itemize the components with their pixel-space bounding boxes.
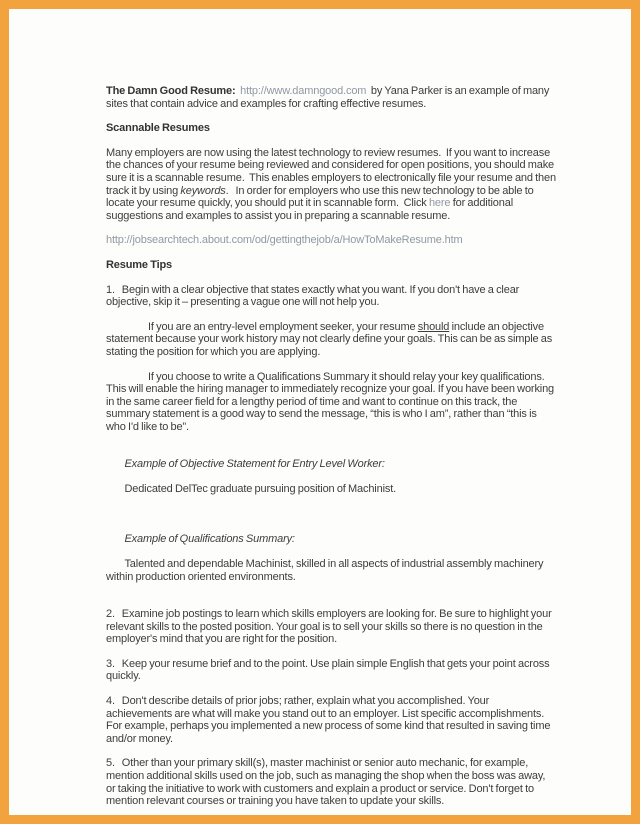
tip-5: 5. Other than your primary skill(s), master machinist or senior auto mechanic, for example, mention additional skills used on the job, such as managing the shop when the boss was away, or taking the initiative to work with customers and explain a product or service. Don't forget to mention relevant courses or training you have taken to update your skills. — [106, 757, 548, 808]
scannable-text-2: . In order for employers who use this new technology to be able to locate your resume quickly, you should put it in scannable form. Click — [106, 184, 536, 210]
intro-title-bold: The Damn Good Resume: — [106, 85, 236, 97]
example-objective-label: Example of Objective Statement for Entry Level Worker: — [124, 458, 385, 471]
keywords-italic: keywords — [180, 184, 226, 197]
document-content — [106, 85, 559, 820]
tip-1-note-objective — [106, 321, 556, 359]
example-qualifications-summary — [106, 520, 556, 596]
scannable-resumes-heading: Scannable Resumes — [106, 122, 210, 135]
jobsearchtech-url-link[interactable]: http://jobsearchtech.about.com/od/gettingthejob/a/HowToMakeResume.htm — [106, 234, 463, 247]
scannable-paragraph — [106, 146, 559, 223]
tip-2: 2. Examine job postings to learn which skills employers are looking for. Be sure to highlight your relevant skills to the posted position. Your goal is to sell your skills so there is no question in the employer's mind that you are right for the position. — [106, 608, 554, 646]
tip1-note-text-1: If you are an entry-level employment seeker, your resume — [148, 320, 418, 333]
tip-3: 3. Keep your resume brief and to the point. Use plain simple English that gets your point across quickly. — [106, 657, 552, 683]
example-objective-text: Dedicated DelTec graduate pursuing position of Machinist. — [124, 483, 397, 496]
damngood-link[interactable]: http://www.damngood.com — [240, 85, 367, 97]
tip1-note-text-2: include an objective statement because your work history may not clearly define your goals. This can be as simple as stating the position for which you are applying. — [106, 320, 555, 358]
scannable-text-1: Many employers are now using the latest technology to review resumes. If you want to increase the chances of your resume being reviewed and considered for open positions, you should make sure it is a scannable resume. This enables employers to electronically file your resume and then track it by using — [106, 146, 559, 197]
intro-text: by Yana Parker is an example of many sites that contain advice and examples for crafting effective resumes. — [106, 85, 552, 110]
example-qualifications-text: Talented and dependable Machinist, skilled in all aspects of industrial assembly machinery within production oriented environments. — [106, 558, 546, 583]
scannable-text-3: for additional suggestions and examples to assist you in preparing a scannable resume. — [106, 197, 516, 222]
here-link[interactable]: here — [428, 197, 451, 210]
tip-1-note-summary: If you choose to write a Qualifications Summary it should relay your key qualifications. This will enable the hiring manager to immediately recognize your goal. If you have been working in the same career field for a lengthy period of time and want to continue on this track, the summary statement is a good way to send the message, “this is who I am”, rather than “this is who I'd like to be”. — [106, 370, 557, 433]
should-underlined: should — [417, 320, 450, 333]
example-objective-statement — [106, 445, 556, 508]
intro-paragraph — [106, 85, 556, 110]
example-qualifications-label: Example of Qualifications Summary: — [124, 533, 295, 546]
resume-tips-heading: Resume Tips — [106, 258, 173, 271]
tip-1: 1. Begin with a clear objective that states exactly what you want. If you don't have a clear objective, skip it – presenting a vague one will not help you. — [106, 283, 522, 309]
tip-4: 4. Don't describe details of prior jobs; rather, explain what you accomplished. Your achievements are what will make you stand out to an employer. List specific accomplishments. For example, perhaps you implemented a new process of some kind that resulted in saving time and/or money. — [106, 694, 553, 745]
